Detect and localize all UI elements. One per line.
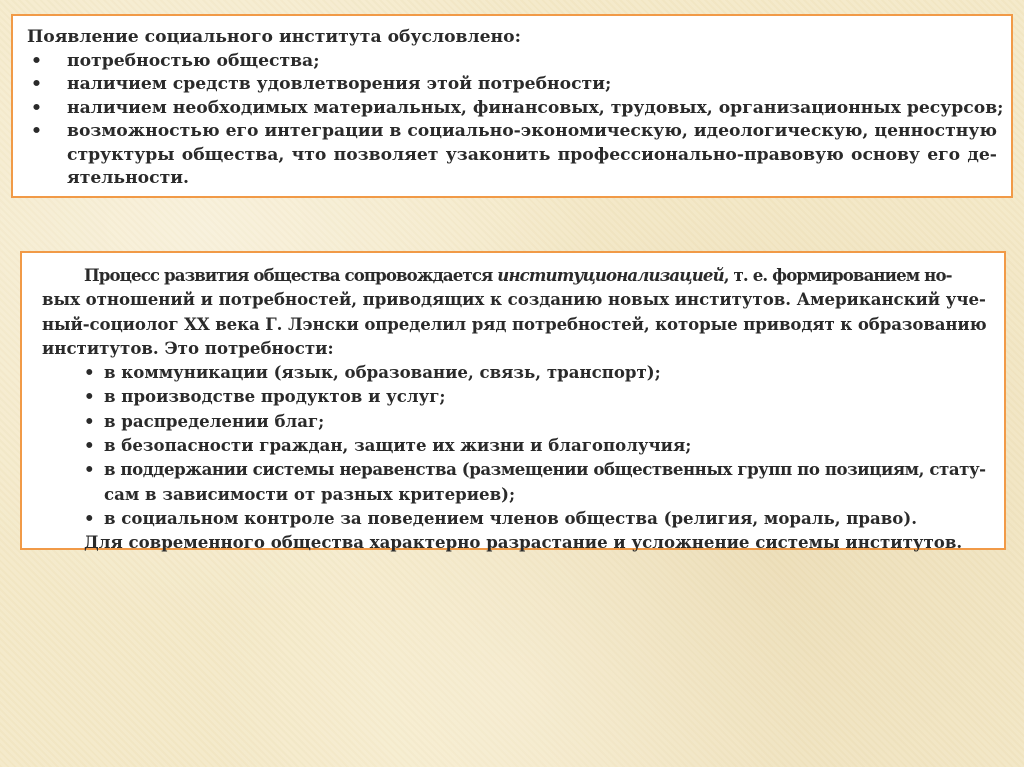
box1-heading: Появление социального института обусловлено:: [27, 27, 521, 47]
text-box-emergence-conditions: [11, 14, 1013, 198]
intro-line: вых отношений и потребностей, приводящих к созданию новых институтов. Американский уче-: [42, 289, 986, 310]
list-item-text: в распределении благ;: [104, 410, 325, 431]
list-item: [42, 409, 986, 433]
list-item-continuation: сам в зависимости от разных критериев);: [104, 483, 516, 504]
bullet: •: [84, 459, 95, 480]
list-item: [42, 384, 986, 408]
intro-line: институтов. Это потребности:: [42, 337, 334, 358]
list-item-text: потребностью общества;: [67, 50, 320, 71]
list-item-text: возможностью его интеграции в социально-экономическую, идеологическую, ценностную: [67, 121, 997, 141]
list-item: [27, 120, 997, 144]
list-item-text: в коммуникации (язык, образование, связь, транспорт);: [104, 362, 661, 383]
bullet: •: [31, 97, 42, 118]
bullet: •: [31, 50, 42, 71]
bullet: •: [84, 435, 95, 456]
intro-line: Процесс развития общества сопровождается институционализацией, т. е. формированием но-: [84, 265, 952, 285]
list-item-text: в безопасности граждан, защите их жизни и благополучия;: [104, 435, 692, 456]
emphasized-term: институционализацией: [497, 265, 724, 285]
list-item: [42, 360, 986, 384]
list-item-continuation: структуры общества, что позволяет узаконить профессионально-правовую основу его де-: [67, 144, 997, 165]
list-item: [42, 506, 986, 530]
bullet: •: [84, 410, 95, 431]
list-item-text: в производстве продуктов и услуг;: [104, 386, 446, 407]
list-item-text: в поддержании системы неравенства (размещении общественных групп по позициям, стату-: [104, 459, 986, 480]
bullet: •: [31, 121, 42, 141]
bullet: •: [84, 386, 95, 407]
text-box-institutionalization: [20, 251, 1006, 553]
list-item-text: наличием необходимых материальных, финансовых, трудовых, организационных ресурсов;: [67, 97, 1004, 118]
bullet: •: [84, 507, 95, 528]
intro-line: ный-социолог XX века Г. Лэнски определил ряд потребностей, которые приводят к образованию: [42, 313, 987, 334]
bullet: •: [84, 362, 95, 383]
list-item: [42, 433, 986, 457]
closing-line: Для современного общества характерно разрастание и усложнение системы институтов.: [84, 532, 963, 553]
list-item: [27, 73, 997, 97]
bullet: •: [31, 74, 42, 94]
list-item-text: в социальном контроле за поведением членов общества (религия, мораль, право).: [104, 507, 917, 528]
list-item: [27, 97, 1004, 121]
list-item-text: наличием средств удовлетворения этой потребности;: [67, 74, 612, 94]
list-item: [42, 457, 986, 481]
list-item-continuation: ятельности.: [67, 168, 189, 188]
list-item: [27, 50, 997, 74]
